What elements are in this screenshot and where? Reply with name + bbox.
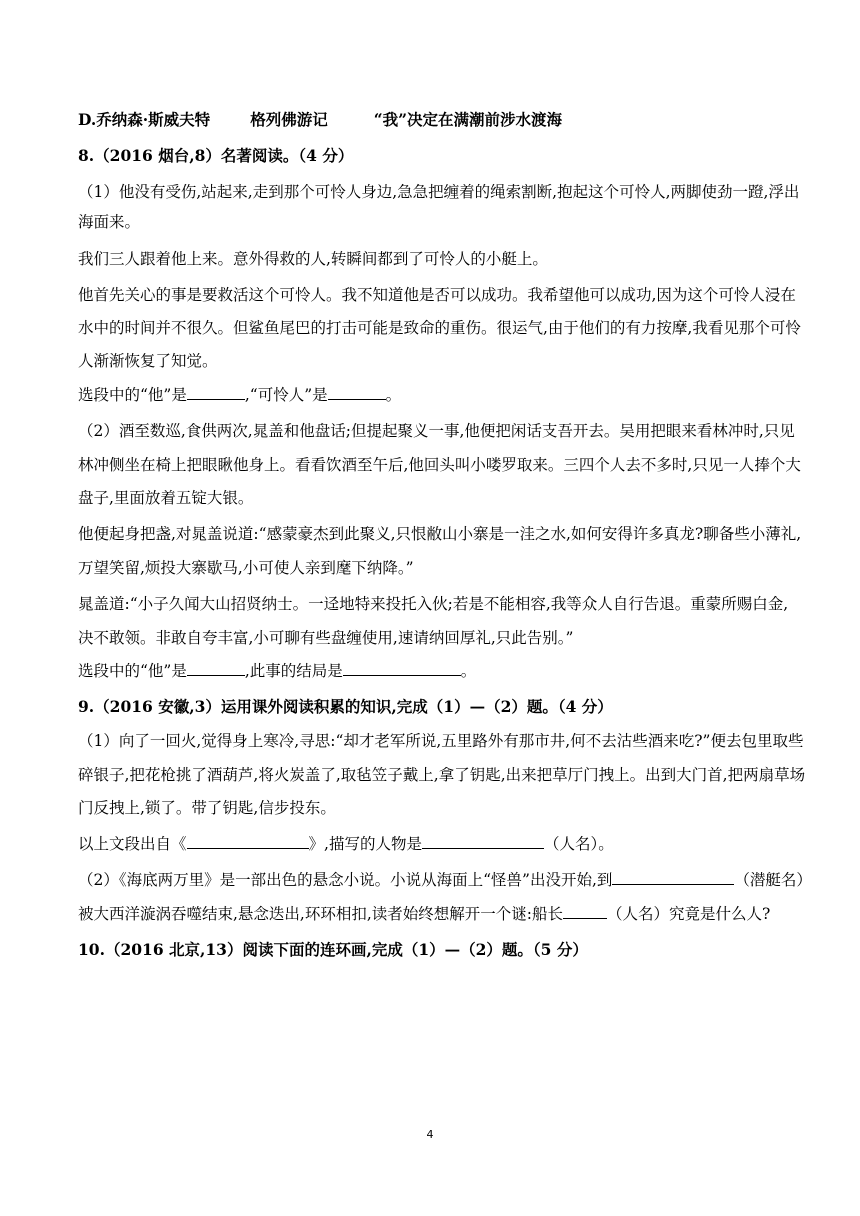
answer-blank[interactable] [563, 904, 607, 919]
question-9-header: 9.（2016 安徽,3）运用课外阅读积累的知识,完成（1）—（2）题。（4 分） [78, 697, 613, 716]
answer-blank[interactable] [187, 385, 245, 400]
question-8-header: 8.（2016 烟台,8）名著阅读。（4 分） [78, 146, 354, 165]
q9-part2-text3: 被大西洋漩涡吞噬结束,悬念迭出,环环相扣,读者始终想解开一个谜:船长 [78, 905, 564, 923]
q8-answer2-end: 。 [460, 662, 477, 680]
q8-passage2-line3: 盘子,里面放着五锭大银。 [78, 489, 254, 507]
page-number: 4 [426, 1128, 434, 1141]
q8-passage1-line3: 我们三人跟着他上来。意外得救的人,转瞬间都到了可怜人的小艇上。 [78, 250, 548, 268]
q8-passage1-line5: 水中的时间并不很久。但鲨鱼尾巴的打击可能是致命的重伤。很运气,由于他们的有力按摩,我看见那个可怜 [78, 319, 801, 337]
answer-blank[interactable] [612, 870, 734, 885]
q8-passage1-line4: 他首先关心的事是要救活这个可怜人。我不知道他是否可以成功。我希望他可以成功,因为这个可怜人浸在 [78, 286, 796, 304]
q9-part2-line2 [78, 904, 770, 924]
q8-answer1-end: 。 [385, 386, 402, 404]
q8-answer2-prefix: 选段中的“他”是 [78, 662, 187, 680]
answer-blank[interactable] [422, 834, 544, 849]
answer-blank[interactable] [343, 661, 461, 676]
q8-passage2-line5: 万望笑留,烦投大寨歇马,小可使人亲到麾下纳降。” [78, 559, 414, 577]
question-10-header: 10.（2016 北京,13）阅读下面的连环画,完成（1）—（2）题。（5 分） [78, 940, 588, 959]
q9-passage-line2: 碎银子,把花枪挑了酒葫芦,将火炭盖了,取毡笠子戴上,拿了钥匙,出来把草厅门拽上。出到大门首,把两扇草场 [78, 766, 806, 784]
q8-passage2-line2: 林冲侧坐在椅上把眼瞅他身上。看看饮酒至午后,他回头叫小喽罗取来。三四个人去不多时,只见一人捧个大 [78, 456, 801, 474]
q9-passage-line3: 门反拽上,锁了。带了钥匙,信步投东。 [78, 799, 336, 817]
q8-passage1-line6: 人渐渐恢复了知觉。 [78, 352, 218, 370]
q8-answer1-mid: ,“可怜人”是 [244, 386, 328, 404]
q8-passage2-line1: （2）酒至数巡,食供两次,晁盖和他盘话;但提起聚义一事,他便把闲话支吾开去。吴用把眼来看林冲时,只见 [78, 422, 795, 440]
q8-passage1-line2: 海面来。 [78, 213, 141, 231]
q8-passage2-line7: 决不敢领。非敢自夸丰富,小可聊有些盘缠使用,速请纳回厚礼,只此告别。” [78, 629, 574, 647]
option-d-book: 格列佛游记 [250, 110, 328, 129]
q8-answer-line1 [78, 385, 401, 405]
option-d-event: “我”决定在满潮前涉水渡海 [373, 110, 563, 129]
q9-answer1-prefix: 以上文段出自《 [78, 835, 187, 853]
q8-answer2-mid: ,此事的结局是 [244, 662, 343, 680]
q8-passage2-line6: 晁盖道:“小子久闻大山招贤纳士。一迳地特来投托入伙;若是不能相容,我等众人自行告退。重蒙所赐白金, [78, 595, 789, 613]
q8-answer-line2 [78, 661, 476, 681]
option-d-line [78, 110, 562, 130]
answer-blank[interactable] [187, 661, 245, 676]
answer-blank[interactable] [328, 385, 386, 400]
q8-answer1-prefix: 选段中的“他”是 [78, 386, 187, 404]
q9-part2-text1: （2）《海底两万里》是一部出色的悬念小说。小说从海面上“怪兽”出没开始,到 [78, 871, 613, 889]
q9-passage-line1: （1）向了一回火,觉得身上寒冷,寻思:“却才老军所说,五里路外有那市井,何不去沽些酒来吃?”便去包里取些 [78, 732, 804, 750]
answer-blank[interactable] [187, 834, 309, 849]
q8-passage1-line1: （1）他没有受伤,站起来,走到那个可怜人身边,急急把缠着的绳索割断,抱起这个可怜人,两脚使劲一蹬,浮出 [78, 183, 800, 201]
q9-part2-line1 [78, 870, 812, 890]
q9-part2-text2: （潜艇名） [734, 871, 812, 889]
q8-passage2-line4: 他便起身把盏,对晁盖说道:“感蒙豪杰到此聚义,只恨敝山小寨是一洼之水,如何安得许多真龙?聊备些小薄礼, [78, 525, 802, 543]
q9-answer1-end: （人名）。 [543, 835, 614, 853]
option-d-author: D.乔纳森·斯威夫特 [78, 110, 211, 129]
q9-answer-line1 [78, 834, 614, 854]
q9-part2-text4: （人名）究竟是什么人? [607, 905, 771, 923]
q9-answer1-mid: 》,描写的人物是 [308, 835, 422, 853]
